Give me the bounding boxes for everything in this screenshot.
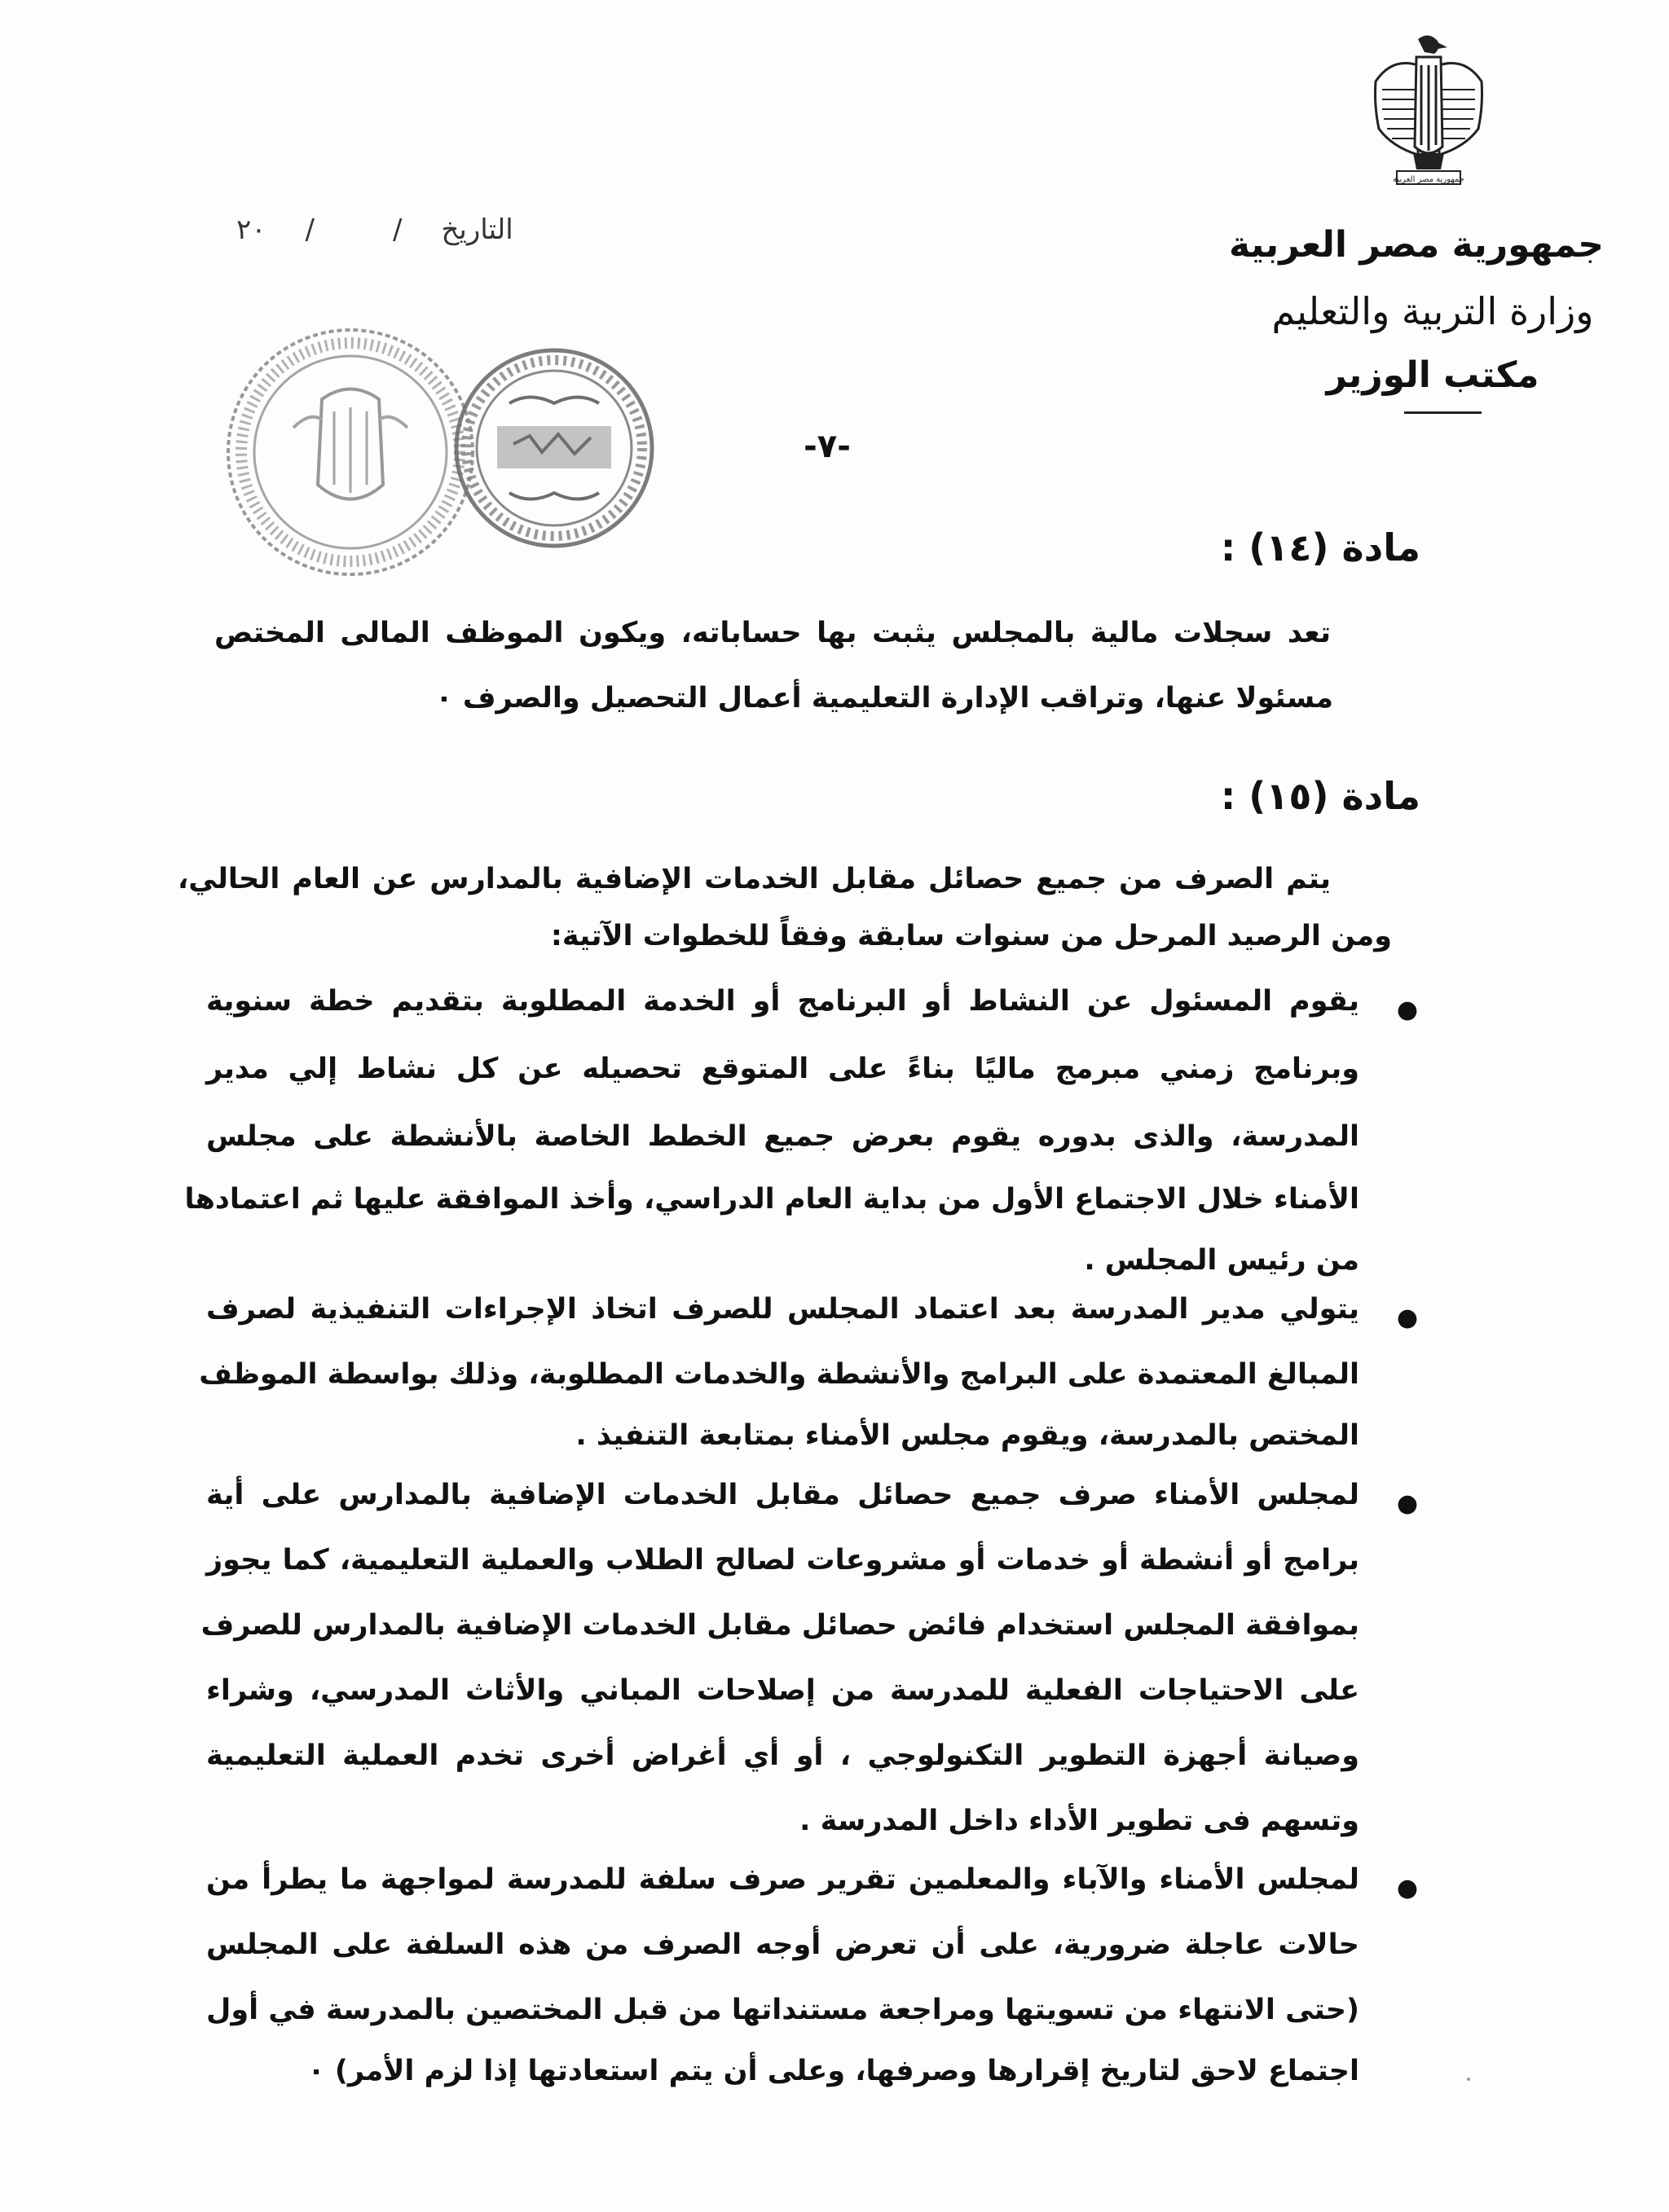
list-item-line: المدرسة، والذى بدوره يقوم بعرض جميع الخطط الخاصة بالأنشطة على مجلس [206, 1120, 1359, 1153]
article-heading: مادة (١٤) : [1220, 526, 1420, 569]
paragraph-line: مسئولا عنها، وتراقب الإدارة التعليمية أعمال التحصيل والصرف ٠ [435, 682, 1333, 715]
list-item-line: وتسهم فى تطوير الأداء داخل المدرسة . [799, 1805, 1359, 1837]
bullet-icon: ● [1396, 1304, 1418, 1332]
list-item-line: المختص بالمدرسة، ويقوم مجلس الأمناء بمتابعة التنفيذ . [575, 1419, 1359, 1452]
country-name: جمهورية مصر العربية [1229, 224, 1604, 266]
emblem-caption: جمهورية مصر العربية [1393, 175, 1464, 184]
list-item-line: وصيانة أجهزة التطوير التكنولوجي ، أو أي أغراض أخرى تخدم العملية التعليمية [206, 1739, 1359, 1772]
paragraph-line: يتم الصرف من جميع حصائل مقابل الخدمات الإضافية بالمدارس عن العام الحالي، [178, 863, 1331, 895]
list-item-line: المبالغ المعتمدة على البرامج والأنشطة والخدمات المطلوبة، وذلك بواسطة الموظف [199, 1358, 1359, 1391]
bullet-icon: ● [1396, 1874, 1418, 1902]
paragraph-line: تعد سجلات مالية بالمجلس يثبت بها حساباته، ويكون الموظف المالى المختص [214, 617, 1331, 649]
office-name: مكتب الوزير [1326, 354, 1539, 396]
date-label: التاريخ [441, 213, 513, 246]
header-divider [1404, 411, 1482, 414]
ministry-name: وزارة التربية والتعليم [1271, 289, 1594, 333]
eagle-emblem-icon [1367, 33, 1490, 187]
paragraph-line: ومن الرصيد المرحل من سنوات سابقة وفقاً للخطوات الآتية: [550, 920, 1392, 952]
list-item-line: بموافقة المجلس استخدام فائض حصائل مقابل الخدمات الإضافية بالمدارس للصرف [200, 1609, 1359, 1642]
seal-stamp-icon [456, 350, 652, 546]
list-item-line: حالات عاجلة ضرورية، على أن تعرض أوجه الصرف من هذه السلفة على المجلس [206, 1928, 1359, 1961]
list-item-line: يتولي مدير المدرسة بعد اعتماد المجلس للصرف اتخاذ الإجراءات التنفيذية لصرف [206, 1293, 1359, 1326]
page-number: -٧- [804, 428, 851, 465]
bullet-icon: ● [1396, 1489, 1418, 1518]
list-item-line: برامج أو أنشطة أو خدمات أو مشروعات لصالح الطلاب والعملية التعليمية، كما يجوز [206, 1544, 1359, 1577]
list-item-line: لمجلس الأمناء والآباء والمعلمين تقرير صرف سلفة للمدرسة لمواجهة ما يطرأ من [206, 1863, 1359, 1896]
date-field [236, 213, 513, 246]
list-item-line: على الاحتياجات الفعلية للمدرسة من إصلاحات المباني والأثاث المدرسي، وشراء [206, 1674, 1359, 1707]
official-stamps [220, 322, 664, 583]
list-item-line: لمجلس الأمناء صرف جميع حصائل مقابل الخدمات الإضافية بالمدارس على أية [206, 1479, 1359, 1511]
article-heading: مادة (١٥) : [1220, 774, 1420, 818]
list-item-line: الأمناء خلال الاجتماع الأول من بداية العام الدراسي، وأخذ الموافقة عليها ثم اعتمادها [184, 1183, 1359, 1216]
list-item-line: يقوم المسئول عن النشاط أو البرنامج أو الخدمة المطلوبة بتقديم خطة سنوية [206, 985, 1359, 1018]
list-item-line: من رئيس المجلس . [1084, 1244, 1359, 1277]
list-item-line: وبرنامج زمني مبرمج ماليًا بناءً على المتوقع تحصيله عن كل نشاط إلي مدير [206, 1053, 1359, 1085]
date-slash: / [393, 213, 403, 246]
seal-stamp-icon [228, 330, 473, 574]
date-slash: / [305, 213, 315, 246]
date-year-prefix: ٢٠ [236, 213, 266, 246]
bullet-icon: ● [1396, 996, 1418, 1024]
letterhead [1229, 33, 1604, 416]
list-item-line: (حتى الانتهاء من تسويتها ومراجعة مستنداتها من قبل المختصين بالمدرسة في أول [206, 1994, 1359, 2026]
scan-speck [1467, 2078, 1470, 2081]
list-item-line: اجتماع لاحق لتاريخ إقرارها وصرفها، وعلى أن يتم استعادتها إذا لزم الأمر) ٠ [307, 2055, 1359, 2087]
